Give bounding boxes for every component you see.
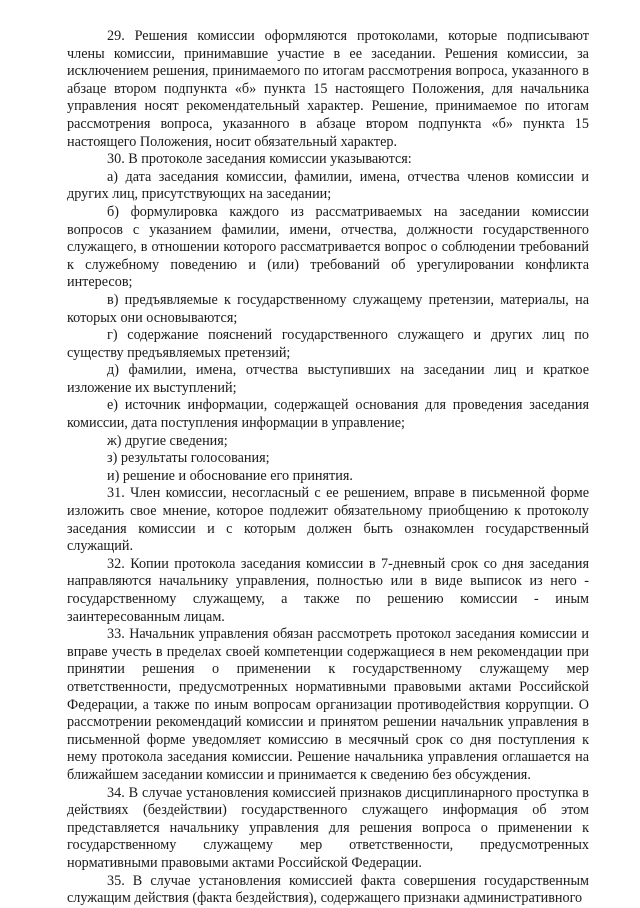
document-page [67, 28, 589, 908]
list-item-e: е) источник информации, содержащей основания для проведения заседания комиссии, дата поступления информации в управление; [67, 397, 589, 432]
list-item-b: б) формулировка каждого из рассматриваемых на заседании комиссии вопросов с указанием фамилии, имени, отчества, должности государственного служащего, в отношении которого рассматривается вопрос о соблюдении требований к служебному поведению и (или) требований об урегулировании конфликта интересов; [67, 203, 589, 291]
list-item-g: г) содержание пояснений государственного служащего и других лиц по существу предъявляемых претензий; [67, 327, 589, 361]
paragraph-29: 29. Решения комиссии оформляются протоколами, которые подписывают члены комиссии, принимавшие участие в ее заседании. Решения комиссии, за исключением решения, принимаемого по итогам рассмотрения вопроса, указанного в абзаце втором подпункта «б» пункта 15 настоящего Положения, для начальника управления носят рекомендательный характер. Решение, принимаемое по итогам рассмотрения вопроса, указанного в абзаце втором подпункта «б» пункта 15 настоящего Положения, носит обязательный характер. [67, 28, 589, 150]
paragraph-34: 34. В случае установления комиссией признаков дисциплинарного проступка в действиях (бездействии) государственного служащего информация об этом представляется начальнику управления для решения вопроса о применении к государственному служащему мер ответственности, предусмотренных нормативными правовыми актами Российской Федерации. [67, 784, 589, 871]
paragraph-35: 35. В случае установления комиссией факта совершения государственным служащим действия (факта бездействия), содержащего признаки административного [67, 872, 589, 907]
list-item-zh: ж) другие сведения; [107, 432, 228, 449]
list-item-z: з) результаты голосования; [107, 450, 270, 467]
list-item-v: в) предъявляемые к государственному служащему претензии, материалы, на которых они основываются; [67, 291, 589, 326]
paragraph-33: 33. Начальник управления обязан рассмотреть протокол заседания комиссии и вправе учесть в пределах своей компетенции содержащиеся в нем рекомендации при принятии решения о применении к государственному служащему мер ответственности, предусмотренных нормативными правовыми актами Российской Федерации, а также по иным вопросам организации противодействия коррупции. О рассмотрении рекомендаций комиссии и принятом решении начальник управления в письменной форме уведомляет комиссию в месячный срок со дня поступления к нему протокола заседания комиссии. Решение начальника управления оглашается на ближайшем заседании комиссии и принимается к сведению без обсуждения. [67, 626, 589, 783]
paragraph-31: 31. Член комиссии, несогласный с ее решением, вправе в письменной форме изложить свое мнение, которое подлежит обязательному приобщению к протоколу заседания комиссии и с которым должен быть ознакомлен государственный служащий. [67, 485, 589, 555]
list-item-i: и) решение и обоснование его принятия. [107, 467, 353, 484]
paragraph-30: 30. В протоколе заседания комиссии указываются: [107, 151, 412, 168]
list-item-a: а) дата заседания комиссии, фамилии, имена, отчества членов комиссии и других лиц, присутствующих на заседании; [67, 168, 589, 203]
paragraph-32: 32. Копии протокола заседания комиссии в 7-дневный срок со дня заседания направляются начальнику управления, полностью или в виде выписок из него - государственному служащему, а также по решению комиссии - иным заинтересованным лицам. [67, 555, 589, 625]
list-item-d: д) фамилии, имена, отчества выступивших на заседании лиц и краткое изложение их выступлений; [67, 362, 589, 396]
